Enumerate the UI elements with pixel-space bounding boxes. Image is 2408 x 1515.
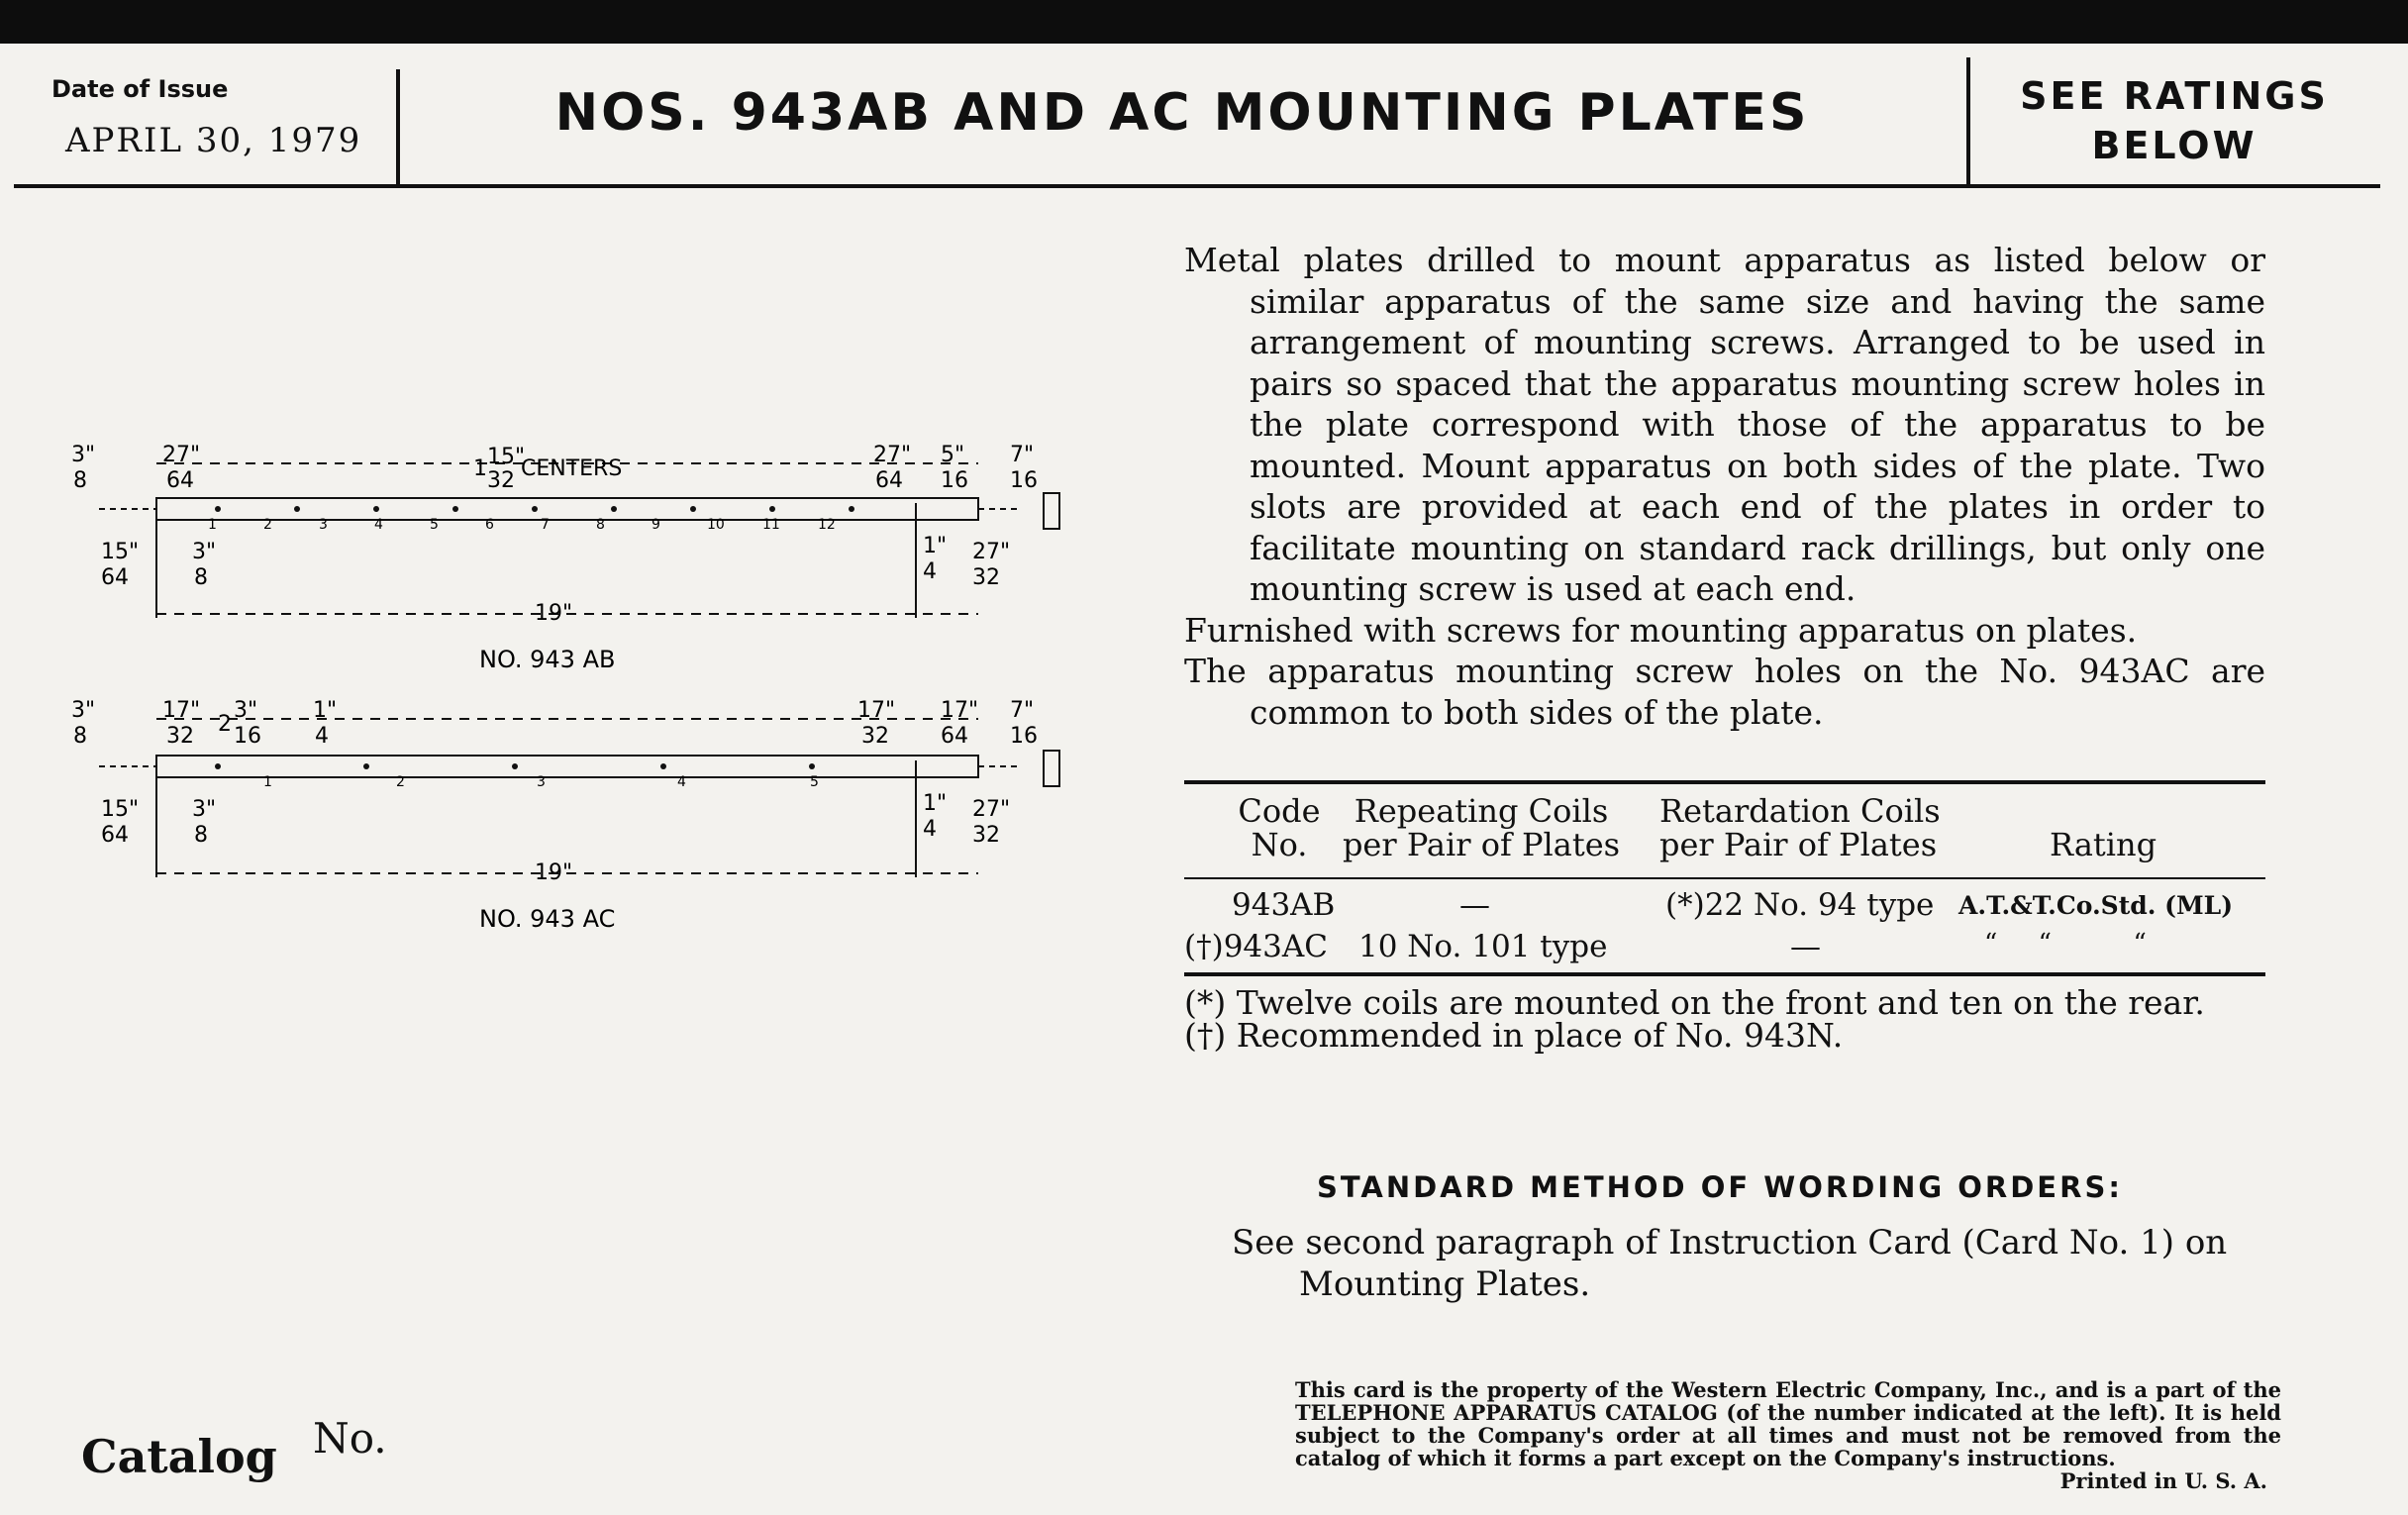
ab-left-bot-num: 15" xyxy=(101,540,140,564)
ab-hole-number: 5 xyxy=(430,517,439,533)
description xyxy=(1184,240,2265,733)
ab-right-d-num: 27" xyxy=(972,540,1011,564)
plate-943ac-end-view xyxy=(1044,751,1059,786)
ab-hole-number: 11 xyxy=(762,517,780,533)
property-notice xyxy=(1295,1378,2281,1492)
row-943ab-code: 943AB xyxy=(1232,887,1336,923)
ac-right-b-den: 16 xyxy=(1010,724,1038,749)
footnote: (†) Recommended in place of No. 943N. xyxy=(1184,1016,1844,1055)
ab-end-right-num: 27" xyxy=(873,443,912,467)
plate-943ac-hole xyxy=(660,763,666,769)
plate-943ac-hole xyxy=(363,763,369,769)
ab-centers-den: 32 xyxy=(487,468,515,493)
ac-left-top-num: 3" xyxy=(71,698,96,723)
printed-note: Printed in U. S. A. xyxy=(2059,1468,2267,1493)
catalog-label: Catalog xyxy=(81,1430,277,1483)
header-rule xyxy=(14,184,2380,188)
ab-slot-num: 3" xyxy=(192,540,217,564)
ac-hole-number: 3 xyxy=(537,774,546,790)
ac-right-c-num: 1" xyxy=(923,791,948,816)
ac-left-bot-num: 15" xyxy=(101,797,140,822)
plate-943ab-hole xyxy=(532,506,538,512)
caption-943ac: NO. 943 AC xyxy=(479,905,616,933)
ac-left-top-den: 8 xyxy=(73,724,87,749)
ab-right-d-den: 32 xyxy=(972,565,1000,590)
ab-end-den: 64 xyxy=(166,468,194,493)
ac-gap-num: 1" xyxy=(313,698,338,723)
plate-943ab xyxy=(156,498,978,520)
ab-right-c-num: 1" xyxy=(923,534,948,558)
caption-943ab: NO. 943 AB xyxy=(479,646,616,673)
ab-hole-number: 12 xyxy=(818,517,836,533)
ab-right-a-den: 16 xyxy=(941,468,968,493)
header-divider-right xyxy=(1966,57,1970,186)
col-header-rating: Rating xyxy=(2050,826,2157,863)
col-header-repeating: Repeating Coils per Pair of Plates xyxy=(1342,792,1621,863)
description-paragraph: Furnished with screws for mounting apparatus on plates. xyxy=(1184,610,2138,650)
catalog-number-label: No. xyxy=(313,1414,387,1463)
ac-right-d-den: 32 xyxy=(972,823,1000,848)
ac-hole-number: 1 xyxy=(263,774,272,790)
ordering-text: See second paragraph of Instruction Card (Card No. 1) on Mounting Plates. xyxy=(1232,1223,2228,1304)
plate-943ab-hole xyxy=(294,506,300,512)
plate-943ab-hole xyxy=(452,506,458,512)
ab-right-b-num: 7" xyxy=(1010,443,1035,467)
page-title: NOS. 943AB AND AC MOUNTING PLATES xyxy=(554,83,1810,143)
plate-943ac-hole xyxy=(809,763,815,769)
plate-943ac-hole xyxy=(215,763,221,769)
description-paragraph: Metal plates drilled to mount apparatus as listed below or similar apparatus of the same size and having the same arrangement of mounting screws. Arranged to be used in pairs so spaced that the apparatus mounting screw holes in the plate correspond with those of the apparatus to be mounted. Mount apparatus on both sides of the plate. Two slots are provided at each end of the plates in order to facilitate mounting on standard rack drillings, but only one mounting screw is used at each end. xyxy=(1184,241,2265,608)
ab-hole-number: 3 xyxy=(319,517,328,533)
table-rule-bottom xyxy=(1184,972,2265,976)
ac-right-a-den: 64 xyxy=(941,724,968,749)
plate-943ab-end-view xyxy=(1044,493,1059,529)
footnotes xyxy=(1184,983,2273,1055)
ab-centers-word: CENTERS xyxy=(521,456,623,481)
ab-left-top-num: 3" xyxy=(71,443,96,467)
plate-943ab-hole xyxy=(215,506,221,512)
ac-right-b-num: 7" xyxy=(1010,698,1035,723)
ac-hole-number: 4 xyxy=(677,774,686,790)
ac-hole-number: 2 xyxy=(396,774,405,790)
ab-hole-number: 1 xyxy=(208,517,217,533)
col-header-retardation: Retardation Coils per Pair of Plates xyxy=(1659,792,1941,863)
ac-hole-number: 5 xyxy=(810,774,819,790)
ac-mid-whole: 2 xyxy=(218,712,232,737)
ab-centers-num: 15" xyxy=(487,445,526,469)
footnote: (*) Twelve coils are mounted on the front and ten on the rear. xyxy=(1184,983,2205,1022)
col-header-code: Code No. xyxy=(1238,792,1321,863)
plate-943ab-hole xyxy=(373,506,379,512)
ab-left-bot-den: 64 xyxy=(101,565,129,590)
ab-length: 19" xyxy=(535,601,573,626)
issue-date-label: Date of Issue xyxy=(51,75,229,103)
plate-943ab-hole xyxy=(690,506,696,512)
plate-943ac-hole xyxy=(512,763,518,769)
ac-end-right-num: 17" xyxy=(857,698,896,723)
row-943ac-code: (†)943AC xyxy=(1184,929,1328,964)
ab-hole-number: 6 xyxy=(485,517,494,533)
plate-943ab-hole xyxy=(849,506,854,512)
ab-hole-number: 10 xyxy=(707,517,725,533)
ac-mid-den: 16 xyxy=(234,724,261,749)
ac-right-d-num: 27" xyxy=(972,797,1011,822)
ac-slot-den: 8 xyxy=(194,823,208,848)
ab-slot-den: 8 xyxy=(194,565,208,590)
ab-hole-number: 7 xyxy=(541,517,550,533)
row-943ac-repeating: 10 No. 101 type xyxy=(1358,929,1608,964)
mounting-plate-drawings xyxy=(69,400,1109,955)
ab-right-a-num: 5" xyxy=(941,443,965,467)
ac-right-a-num: 17" xyxy=(941,698,979,723)
see-ratings-note xyxy=(1976,71,2372,170)
ab-centers-whole: 1 xyxy=(473,456,487,481)
ac-right-c-den: 4 xyxy=(923,817,937,842)
ac-mid-num: 3" xyxy=(234,698,258,723)
plate-943ac xyxy=(156,756,978,777)
see-ratings-line2: BELOW xyxy=(2091,124,2258,167)
issue-date: APRIL 30, 1979 xyxy=(65,121,362,160)
row-943ac-retardation: — xyxy=(1790,929,1821,964)
ab-right-c-den: 4 xyxy=(923,559,937,584)
ac-slot-num: 3" xyxy=(192,797,217,822)
row-943ac-rating: “ “ “ xyxy=(1984,929,2147,959)
see-ratings-line1: SEE RATINGS xyxy=(2020,74,2329,118)
ac-length: 19" xyxy=(535,860,573,885)
ac-end-num: 17" xyxy=(162,698,201,723)
ab-right-b-den: 16 xyxy=(1010,468,1038,493)
ab-hole-number: 8 xyxy=(596,517,605,533)
ac-end-right-den: 32 xyxy=(861,724,889,749)
table-rule-top xyxy=(1184,780,2265,784)
plate-943ab-hole xyxy=(611,506,617,512)
ab-left-top-den: 8 xyxy=(73,468,87,493)
plate-943ab-hole xyxy=(769,506,775,512)
ratings-table-body xyxy=(1184,887,2265,970)
ac-gap-den: 4 xyxy=(315,724,329,749)
property-note: This card is the property of the Western Electric Company, Inc., and is a part of the TELEPHONE APPARATUS CATALOG (of the number indicated at the left). It is held subject to the Company's order at all times and must not be removed from the catalog of which it forms a part except on the Company's instructions. xyxy=(1295,1377,2281,1470)
ab-hole-number: 2 xyxy=(263,517,272,533)
ac-left-bot-den: 64 xyxy=(101,823,129,848)
catalog-card xyxy=(0,44,2408,1515)
ordering-title: STANDARD METHOD OF WORDING ORDERS: xyxy=(1317,1170,2123,1204)
ab-hole-number: 9 xyxy=(652,517,660,533)
row-943ab-retardation: (*)22 No. 94 type xyxy=(1665,887,1935,923)
row-943ab-rating: A.T.&T.Co.Std. (ML) xyxy=(1958,891,2234,920)
table-rule-mid xyxy=(1184,877,2265,879)
ab-end-right-den: 64 xyxy=(875,468,903,493)
ab-hole-number: 4 xyxy=(374,517,383,533)
ab-end-num: 27" xyxy=(162,443,201,467)
ac-end-den: 32 xyxy=(166,724,194,749)
row-943ab-repeating: — xyxy=(1459,887,1490,923)
description-paragraph: The apparatus mounting screw holes on the No. 943AC are common to both sides of the plate. xyxy=(1184,652,2265,732)
